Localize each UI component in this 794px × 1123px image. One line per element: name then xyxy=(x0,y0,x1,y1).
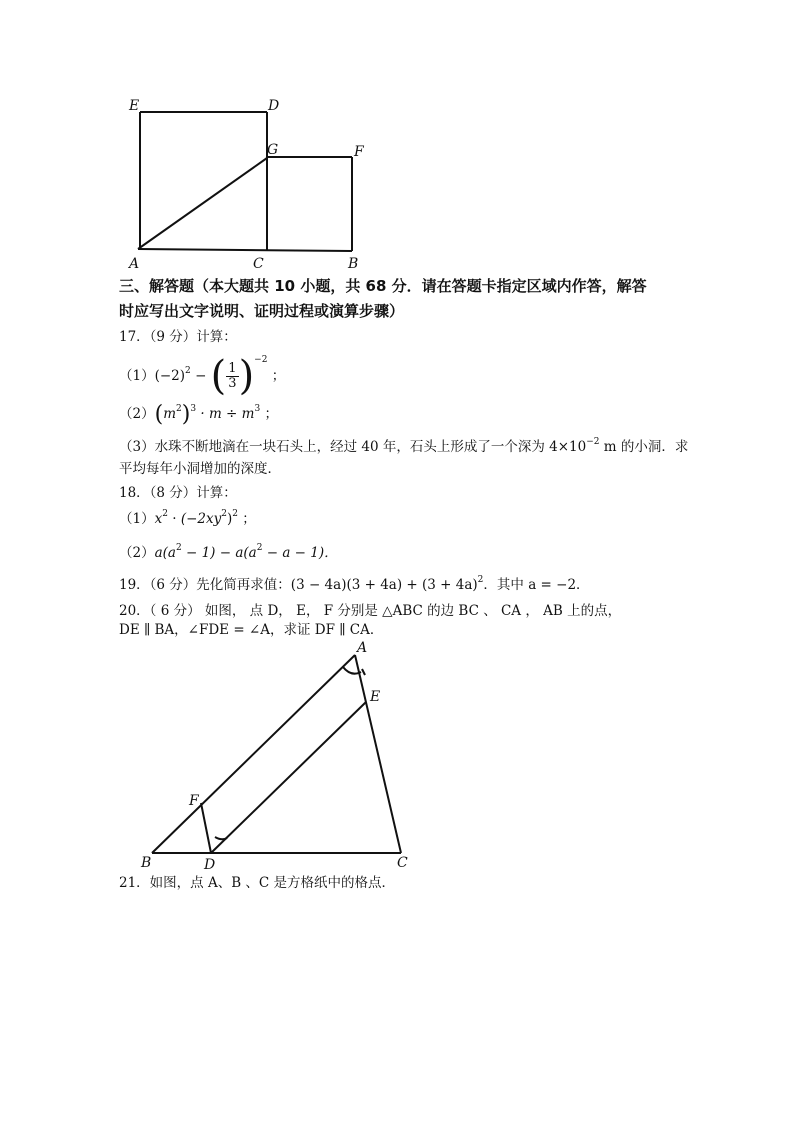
q17-part1-label: （1） xyxy=(119,368,155,384)
q20-line2: DE ∥ BA，∠FDE = ∠A，求证 DF ∥ CA． xyxy=(119,622,384,638)
label-A: A xyxy=(129,256,140,272)
label-D: D xyxy=(204,857,216,873)
q19: 19．（6 分）先化简再求值：$(3 - 4a)(3 + 4a) + (3 + 4a)^2$．其中 a = −2． xyxy=(119,575,590,593)
figure-rectangles xyxy=(125,92,365,272)
q17-title: 17．（9 分）计算： xyxy=(119,329,237,345)
q18-part1: $(1)x^2 \cdot (-2xy^2)^2$ ； xyxy=(119,509,256,527)
q21: 21．如图，点 A、B 、C 是方格纸中的格点． xyxy=(119,875,396,891)
label-E: E xyxy=(370,689,381,705)
segment-AB xyxy=(138,249,352,251)
segment-AB xyxy=(152,655,355,853)
label-F: F xyxy=(189,793,199,809)
q17-part1-end: ； xyxy=(271,368,286,384)
label-D: D xyxy=(268,98,280,114)
label-F: F xyxy=(354,144,364,160)
q18-title: 18．（8 分）计算： xyxy=(119,485,237,501)
q17-fraction: $\frac{1}{3}$ xyxy=(228,361,237,391)
segment-DE xyxy=(211,702,366,853)
label-A: A xyxy=(357,640,368,656)
q17-part1-exp2: −2 xyxy=(254,355,268,365)
label-C: C xyxy=(253,256,264,272)
segment-AG xyxy=(138,158,267,249)
label-B: B xyxy=(348,256,359,272)
label-G: G xyxy=(267,142,279,158)
segment-DF xyxy=(201,803,211,853)
angle-A-tick xyxy=(362,669,365,675)
q17-part3-line1: （3）水珠不断地滴在一块石头上，经过 40 年，石头上形成了一个深为 $4\times 10^{-2}$ m 的小洞．求 xyxy=(119,437,689,455)
angle-D-arc xyxy=(215,837,227,839)
q17-part1-base: (−2) xyxy=(154,368,186,384)
q17-part1: $(1)(-2)^2$ − ( $\frac{1}{3}$ )$^{-2}$ ； xyxy=(119,353,286,399)
figure-triangle xyxy=(135,637,425,877)
q17-part3-line2: 平均每年小洞增加的深度． xyxy=(119,461,281,477)
label-C: C xyxy=(397,855,408,871)
section-heading-line1: 三、解答题（本大题共 10 小题，共 68 分．请在答题卡指定区域内作答，解答 xyxy=(119,277,647,295)
label-E: E xyxy=(129,98,140,114)
q20-line1: 20．（ 6 分） 如图， 点 D， E， F 分别是 △ABC 的边 BC 、 CA ， AB 上的点， xyxy=(119,603,622,619)
segment-AC xyxy=(355,655,401,853)
q17-part1-exp: 2 xyxy=(185,366,191,376)
q17-part2: $(2)(m^2)^3 \cdot m \div m^3$ ； xyxy=(119,402,278,427)
label-B: B xyxy=(141,855,152,871)
q17-part1-minus: − xyxy=(195,368,207,384)
q18-part2: $(2)a(a^2 - 1) - a(a^2 - a - 1)$． xyxy=(119,543,338,561)
section-heading-line2: 时应写出文字说明、证明过程或演算步骤） xyxy=(119,302,405,320)
